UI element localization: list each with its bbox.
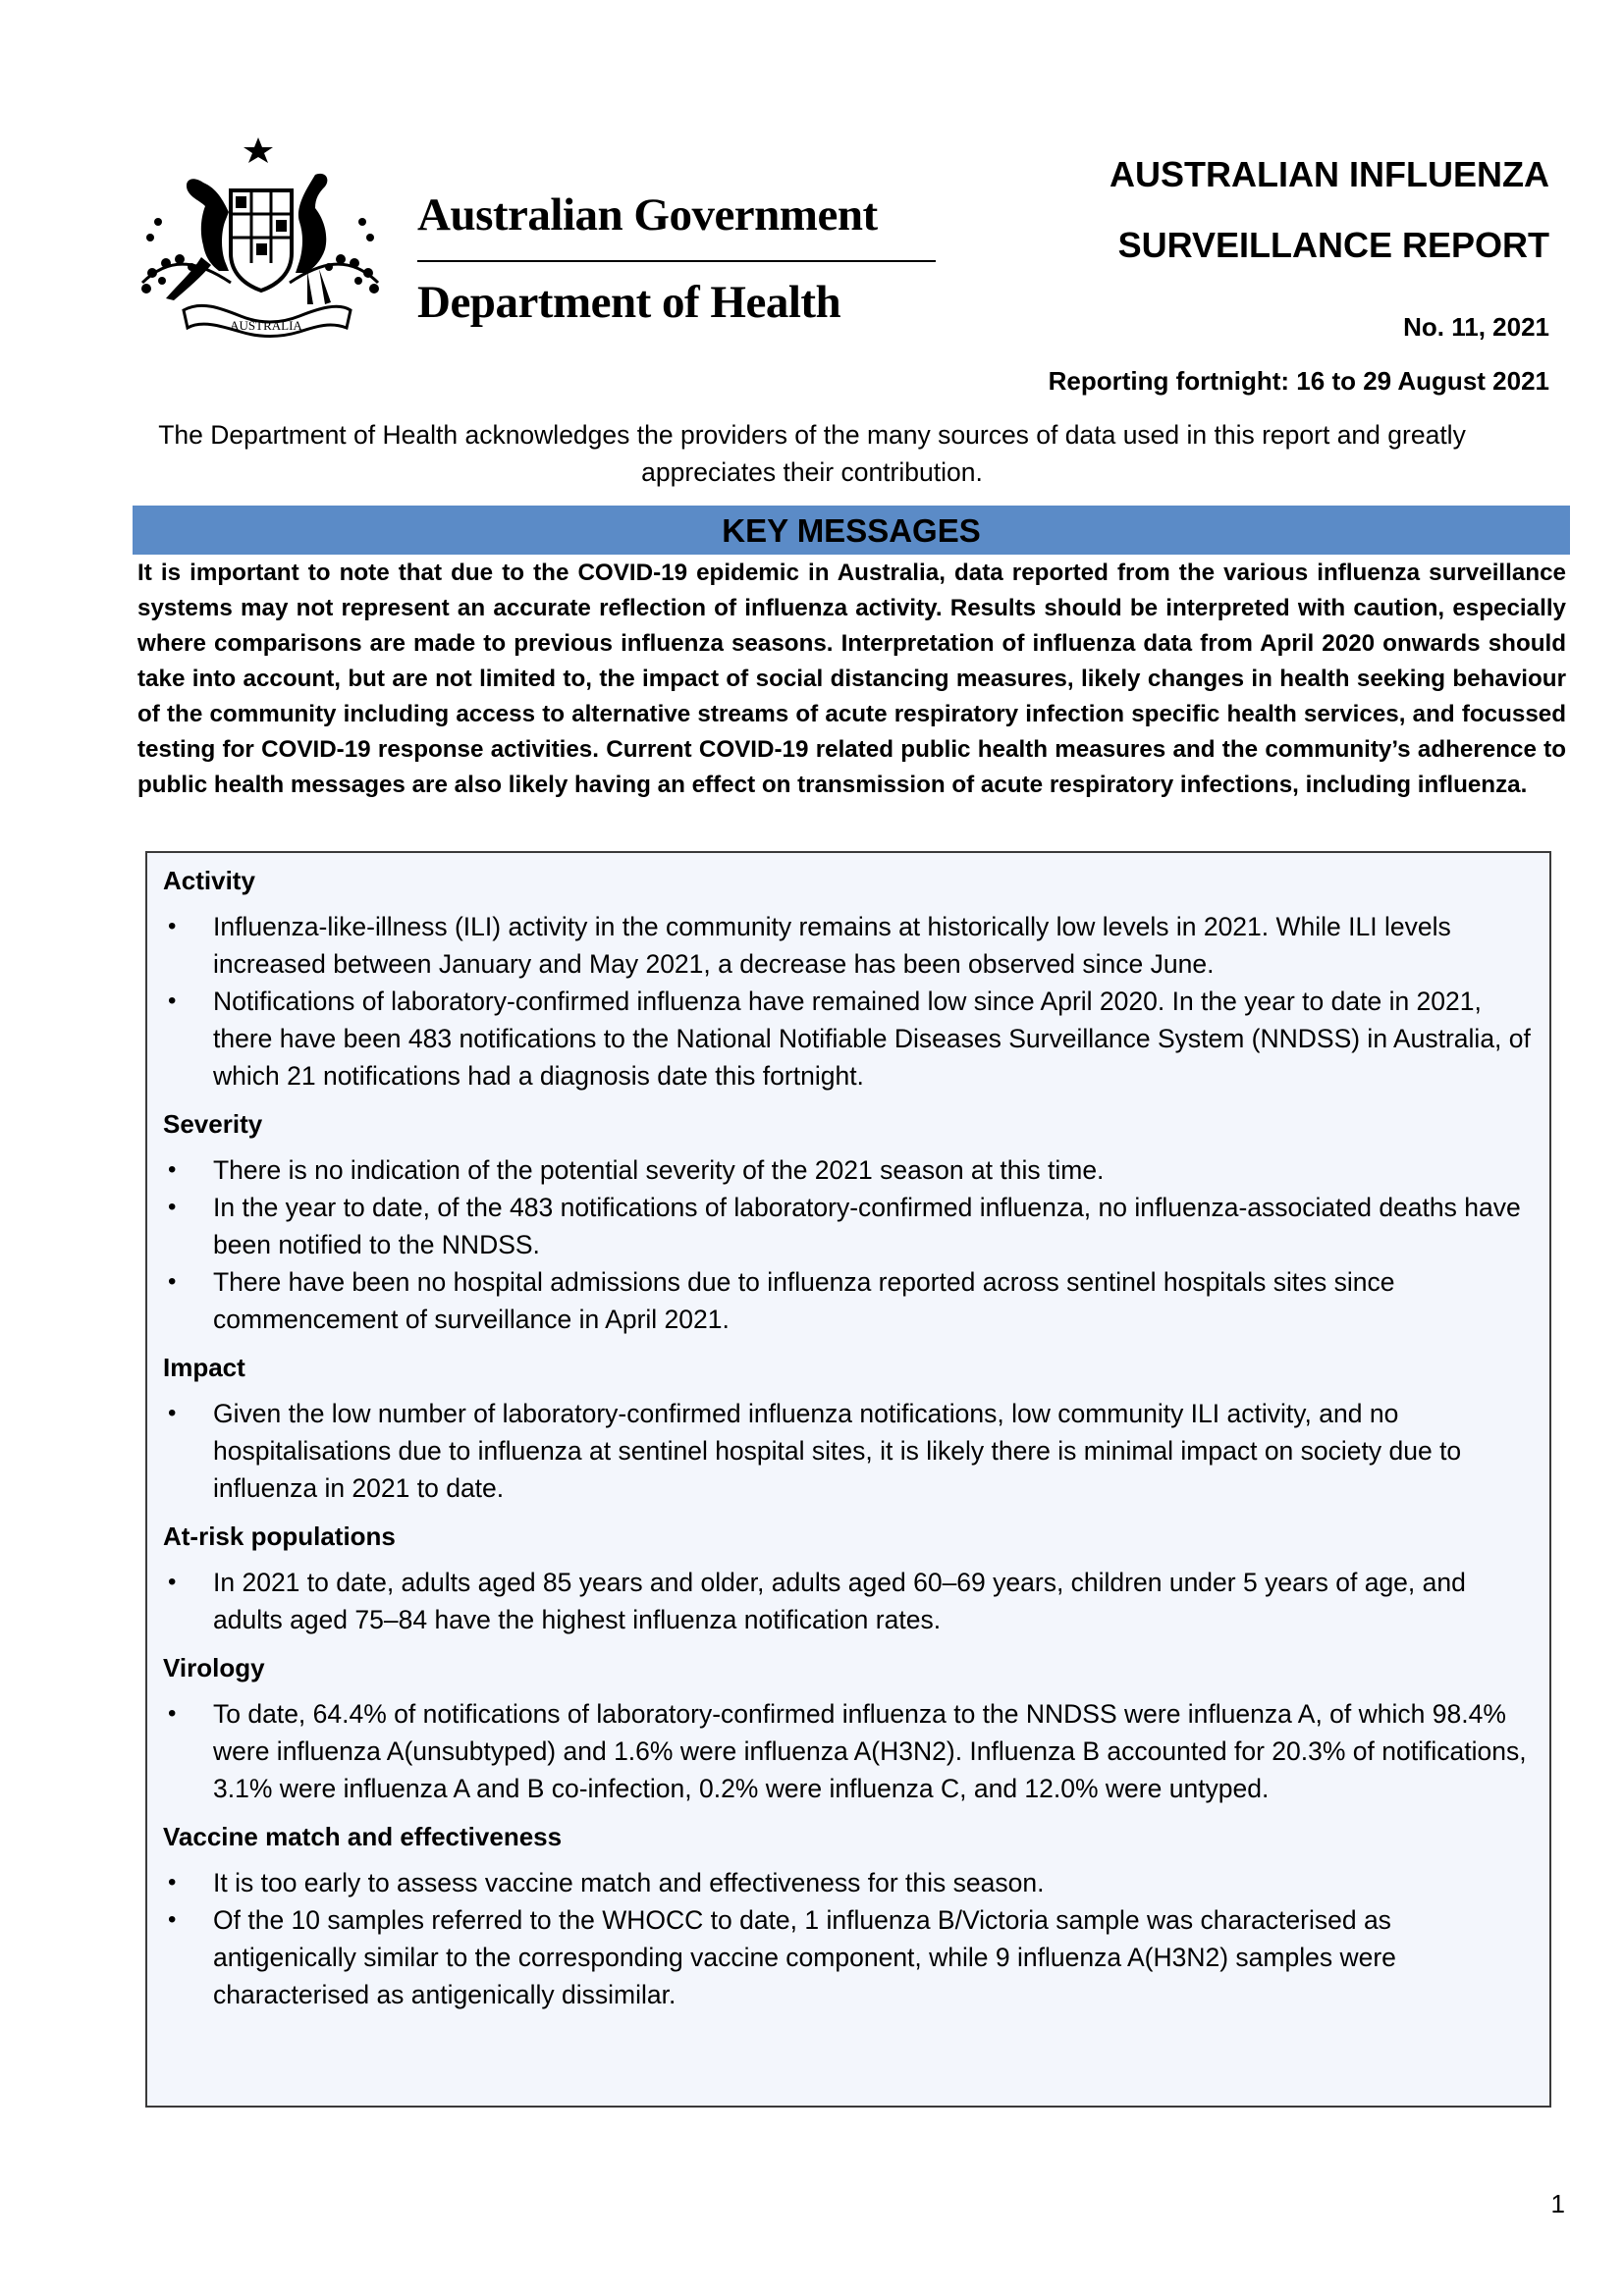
list-item: • There have been no hospital admissions due to influenza reported across sentinel hospitals sites since commencement of surveillance in April 2021. bbox=[163, 1263, 1536, 1338]
key-messages-heading: KEY MESSAGES bbox=[133, 506, 1570, 555]
government-name: Australian Government bbox=[417, 189, 878, 240]
bullet-icon: • bbox=[168, 1156, 177, 1183]
impact-list bbox=[163, 1395, 1536, 1507]
key-messages-box bbox=[145, 851, 1551, 2108]
list-item: • There is no indication of the potential severity of the 2021 season at this time. bbox=[163, 1151, 1536, 1189]
logo-divider bbox=[417, 260, 936, 262]
crest-scroll-text: AUSTRALIA bbox=[230, 318, 302, 333]
bullet-icon: • bbox=[168, 1268, 177, 1295]
virology-list bbox=[163, 1695, 1536, 1807]
acknowledgement: The Department of Health acknowledges the providers of the many sources of data used in this report and greatly appreciates their contribution. bbox=[158, 420, 1466, 487]
section-title-activity: Activity bbox=[163, 866, 255, 895]
bullet-icon: • bbox=[168, 1700, 177, 1727]
bullet-icon: • bbox=[168, 1400, 177, 1426]
list-item: • In 2021 to date, adults aged 85 years and older, adults aged 60–69 years, children under 5 years of age, and adults aged 75–84 have the highest influenza notification rates. bbox=[163, 1564, 1536, 1638]
bullet-icon: • bbox=[168, 913, 177, 939]
severity-list bbox=[163, 1151, 1536, 1338]
list-item: • Given the low number of laboratory-confirmed influenza notifications, low community ILI activity, and no hospitalisations due to influenza at sentinel hospital sites, it is likely there is minimal impact on society due to influenza in 2021 to date. bbox=[163, 1395, 1536, 1507]
list-item: • Notifications of laboratory-confirmed influenza have remained low since April 2020. In the year to date in 2021, there have been 483 notifications to the National Notifiable Diseases Surveillance System (NNDSS) in Australia, of which 21 notifications had a diagnosis date this fortnight. bbox=[163, 983, 1536, 1095]
list-item: • To date, 64.4% of notifications of laboratory-confirmed influenza to the NNDSS were influenza A, of which 98.4% were influenza A(unsubtyped) and 1.6% were influenza A(H3N2). Influenza B accounted for 20.3% of notifications, 3.1% were influenza A and B co-infection, 0.2% were influenza C, and 12.0% were untyped. bbox=[163, 1695, 1536, 1807]
report-number: No. 11, 2021 bbox=[1403, 312, 1549, 342]
bullet-icon: • bbox=[168, 1869, 177, 1896]
section-title-severity: Severity bbox=[163, 1109, 263, 1139]
vaccine-list bbox=[163, 1864, 1536, 2013]
reporting-period: Reporting fortnight: 16 to 29 August 2021 bbox=[1048, 366, 1549, 396]
list-item: • It is too early to assess vaccine match and effectiveness for this season. bbox=[163, 1864, 1536, 1901]
section-title-impact: Impact bbox=[163, 1353, 245, 1382]
section-title-virology: Virology bbox=[163, 1653, 265, 1682]
coat-of-arms-icon bbox=[123, 135, 398, 342]
government-logo bbox=[123, 135, 947, 342]
report-title-line1: AUSTRALIAN INFLUENZA bbox=[1110, 154, 1549, 194]
list-item: • In the year to date, of the 483 notifications of laboratory-confirmed influenza, no influenza-associated deaths have been notified to the NNDSS. bbox=[163, 1189, 1536, 1263]
activity-list bbox=[163, 908, 1536, 1095]
key-messages-intro: It is important to note that due to the COVID-19 epidemic in Australia, data reported from the various influenza surveillance systems may not represent an accurate reflection of influenza activity. Results should be interpreted with caution, especially where comparisons are made to previous influenza seasons. Interpretation of influenza data from April 2020 onwards should take into account, but are not limited to, the impact of social distancing measures, likely changes in health seeking behaviour of the community including access to alternative streams of acute respiratory infection specific health services, and focussed testing for COVID-19 response activities. Current COVID-19 related public health measures and the community’s adherence to public health messages are also likely having an effect on transmission of acute respiratory infections, including influenza. bbox=[137, 560, 1566, 798]
list-item: • Of the 10 samples referred to the WHOCC to date, 1 influenza B/Victoria sample was characterised as antigenically similar to the corresponding vaccine component, while 9 influenza A(H3N2) samples were characterised as antigenically dissimilar. bbox=[163, 1901, 1536, 2013]
bullet-icon: • bbox=[168, 1906, 177, 1933]
page-number: 1 bbox=[1550, 2189, 1565, 2218]
report-title-line2: SURVEILLANCE REPORT bbox=[1117, 225, 1549, 265]
bullet-icon: • bbox=[168, 1194, 177, 1220]
bullet-icon: • bbox=[168, 1569, 177, 1595]
bullet-icon: • bbox=[168, 988, 177, 1014]
list-item: • Influenza-like-illness (ILI) activity in the community remains at historically low levels in 2021. While ILI levels increased between January and May 2021, a decrease has been observed since June. bbox=[163, 908, 1536, 983]
section-title-vaccine: Vaccine match and effectiveness bbox=[163, 1822, 563, 1851]
department-name: Department of Health bbox=[417, 277, 841, 328]
section-title-at-risk: At-risk populations bbox=[163, 1522, 396, 1551]
report-title bbox=[1110, 139, 1549, 281]
at-risk-list bbox=[163, 1564, 1536, 1638]
